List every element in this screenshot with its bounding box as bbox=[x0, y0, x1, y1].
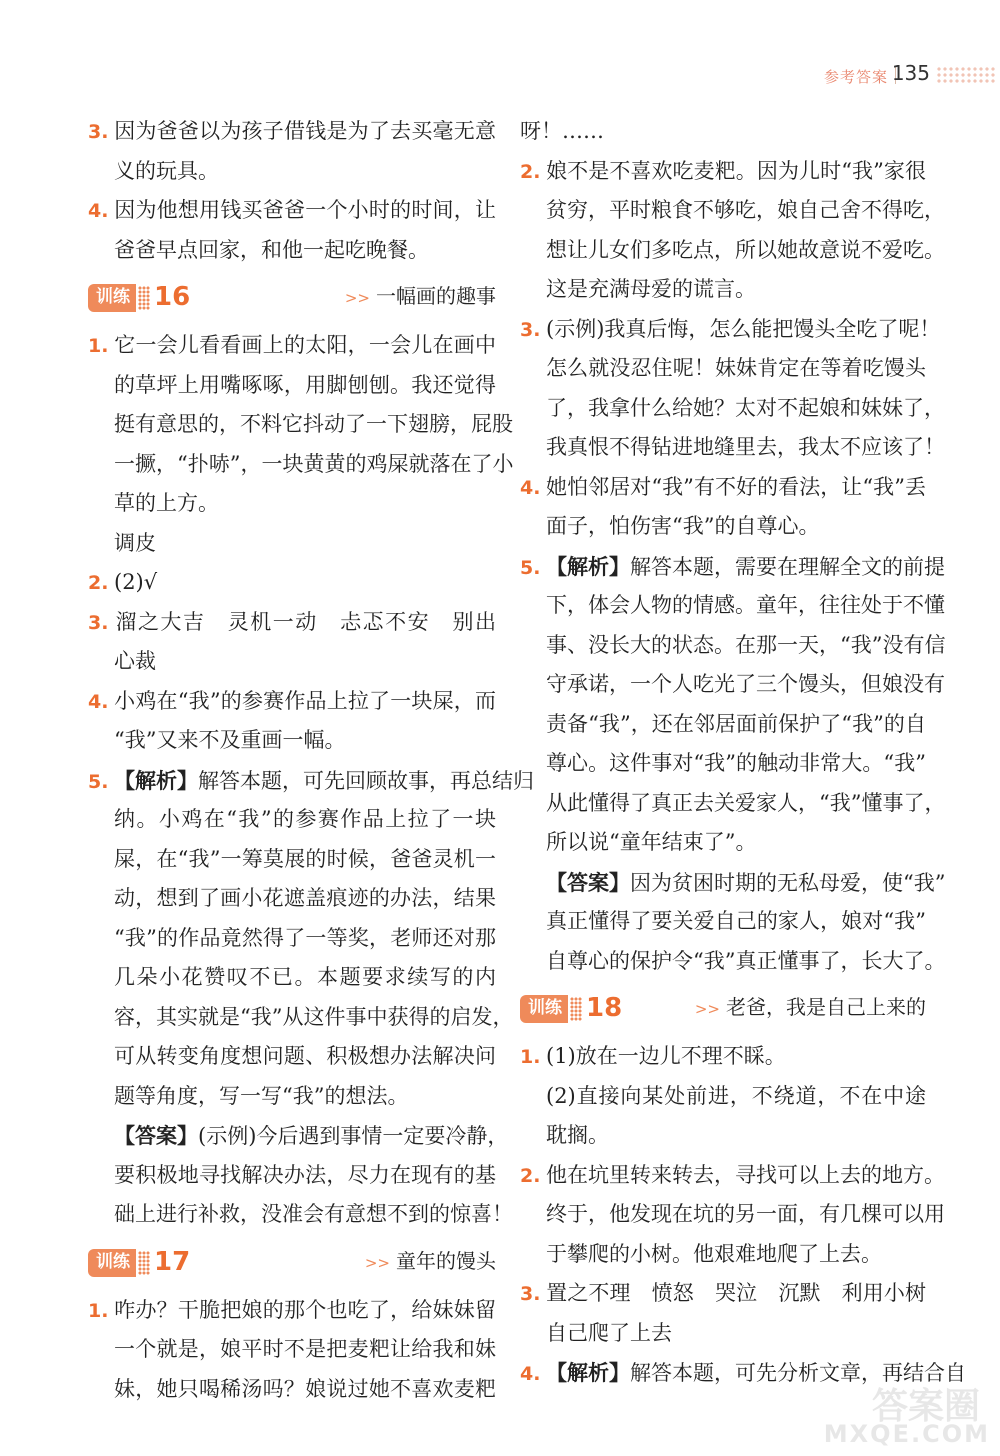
text-line bbox=[88, 231, 496, 271]
line-text: 所以说“童年结束了”。 bbox=[546, 830, 757, 854]
item-number: 2. bbox=[520, 160, 541, 183]
line-text: 面子，怕伤害“我”的自尊心。 bbox=[546, 514, 820, 538]
page-number: 135 bbox=[891, 61, 930, 85]
section-title-wrap bbox=[345, 277, 496, 319]
text-line bbox=[520, 191, 945, 231]
line-text: 因为贫困时期的无私母爱，使“我” bbox=[630, 870, 946, 895]
text-line bbox=[520, 152, 926, 192]
text-line bbox=[520, 1037, 926, 1077]
line-text: 真正懂得了要关爱自己的家人，娘对“我” bbox=[546, 909, 926, 933]
item-number: 3. bbox=[520, 1283, 541, 1305]
section-heading bbox=[88, 1239, 496, 1287]
text-line bbox=[88, 524, 496, 564]
text-line bbox=[88, 958, 496, 998]
text-line bbox=[520, 389, 945, 429]
section-heading bbox=[88, 274, 496, 322]
section-badge-label: 训练 bbox=[528, 998, 562, 1019]
line-text: 小鸡在“我”的参赛作品上拉了一块屎，而 bbox=[114, 688, 496, 713]
text-line bbox=[88, 1156, 496, 1196]
answer-tag: 【解析】 bbox=[114, 767, 198, 793]
item-number: 3. bbox=[88, 611, 109, 634]
section-number: 16 bbox=[154, 282, 191, 313]
text-line bbox=[88, 761, 534, 801]
arrows-icon: >> bbox=[364, 1253, 390, 1272]
line-text: 可从转变角度想问题、积极想办法解决问 bbox=[114, 1044, 496, 1068]
line-text: 他在坑里转来转去，寻找可以上去的地方。 bbox=[546, 1162, 945, 1187]
text-line bbox=[88, 603, 496, 643]
text-line bbox=[88, 840, 496, 880]
line-text: 守承诺，一个人吃光了三个馒头，但娘没有 bbox=[546, 672, 945, 696]
text-line bbox=[520, 1274, 926, 1314]
text-line bbox=[88, 484, 496, 524]
left-column bbox=[88, 112, 534, 1409]
text-line bbox=[520, 1077, 926, 1117]
line-text: 因为他想用钱买爸爸一个小时的时间，让 bbox=[114, 198, 496, 222]
line-text: 责备“我”，还在邻居面前保护了“我”的自 bbox=[546, 711, 926, 736]
text-line bbox=[520, 507, 926, 547]
line-text: 一个就是，娘平时不是把麦粑让给我和妹 bbox=[114, 1337, 496, 1361]
line-text: 础上进行补救，没准会有意想不到的惊喜！ bbox=[114, 1202, 513, 1226]
line-text: (示例)今后遇到事情一定要冷静， bbox=[198, 1124, 509, 1148]
item-number: 4. bbox=[520, 476, 541, 499]
line-text: 她怕邻居对“我”有不好的看法，让“我”丢 bbox=[546, 474, 926, 499]
line-text: 自己爬了上去 bbox=[546, 1320, 672, 1345]
line-text: 动，想到了画小花遮盖痕迹的办法，结果 bbox=[114, 886, 496, 910]
line-text: 要积极地寻找解决办法，尽力在现有的基 bbox=[114, 1162, 496, 1187]
section-title-wrap bbox=[365, 1242, 496, 1284]
line-text: 怎么就没忍住呢！妹妹肯定在等着吃馒头 bbox=[546, 356, 926, 380]
text-line bbox=[88, 1291, 496, 1331]
text-line bbox=[88, 1116, 509, 1156]
item-number: 5. bbox=[520, 556, 541, 579]
line-text: 于攀爬的小树。他艰难地爬了上去。 bbox=[546, 1241, 882, 1266]
section-dots-decoration bbox=[570, 997, 582, 1021]
text-line bbox=[88, 642, 496, 682]
item-number: 4. bbox=[88, 690, 109, 713]
text-line bbox=[88, 1195, 513, 1235]
text-line bbox=[88, 721, 496, 761]
section-badge bbox=[88, 284, 136, 312]
text-line bbox=[520, 310, 941, 350]
section-badge bbox=[88, 1249, 136, 1277]
section-dots-decoration bbox=[138, 1251, 150, 1275]
line-text: 一撅，“扑哧”，一块黄黄的鸡屎就落在了小 bbox=[114, 451, 514, 476]
text-line bbox=[520, 1235, 926, 1275]
line-text: “我”又来不及重画一幅。 bbox=[114, 728, 346, 752]
text-line bbox=[520, 744, 926, 784]
text-line bbox=[520, 468, 926, 508]
line-text: 妹，她只喝稀汤吗？娘说过她不喜欢麦粑 bbox=[114, 1376, 496, 1401]
line-text: 呀！…… bbox=[520, 119, 604, 143]
line-text: 几朵小花赞叹不已。本题要求续写的内 bbox=[114, 965, 496, 989]
line-text: 解答本题，可先分析文章，再结合自 bbox=[630, 1361, 966, 1385]
line-text: 纳。小鸡在“我”的参赛作品上拉了一块 bbox=[114, 807, 496, 831]
text-line bbox=[88, 800, 496, 840]
line-text: 解答本题，需要在理解全文的前提 bbox=[630, 554, 945, 579]
section-title-wrap bbox=[695, 988, 926, 1030]
item-number: 5. bbox=[88, 770, 109, 793]
text-line bbox=[520, 863, 946, 903]
item-number: 3. bbox=[88, 121, 109, 143]
text-line bbox=[88, 1037, 496, 1077]
header-dots-decoration bbox=[936, 66, 996, 84]
answer-tag: 【答案】 bbox=[546, 869, 630, 895]
line-text: 下，体会人物的情感。童年，往往处于不懂 bbox=[546, 593, 945, 617]
section-badge-label: 训练 bbox=[96, 287, 130, 308]
line-text: 义的玩具。 bbox=[114, 158, 219, 183]
line-text: 容，其实就是“我”从这件事中获得的启发， bbox=[114, 1004, 514, 1029]
text-line bbox=[520, 270, 926, 310]
section-title: 一幅画的趣事 bbox=[376, 284, 496, 309]
line-text: 调皮 bbox=[114, 530, 156, 555]
text-line bbox=[520, 231, 945, 271]
section-title: 老爸，我是自己上来的 bbox=[726, 995, 926, 1020]
text-line bbox=[88, 326, 496, 366]
item-number: 2. bbox=[88, 572, 109, 594]
line-text: (示例)我真后悔，怎么能把馒头全吃了呢！ bbox=[546, 316, 941, 341]
line-text: 溜之大吉 灵机一动 忐忑不安 别出 bbox=[114, 609, 496, 634]
text-line bbox=[88, 563, 496, 603]
line-text: 置之不理 愤怒 哭泣 沉默 利用小树 bbox=[546, 1281, 926, 1305]
line-text: 心裁 bbox=[114, 649, 156, 673]
text-line bbox=[520, 1156, 945, 1196]
watermark-logo: 答案圈 MXQE.COM bbox=[823, 1386, 990, 1448]
line-text: 题等角度，写一写“我”的想法。 bbox=[114, 1083, 409, 1108]
item-number: 4. bbox=[88, 200, 109, 222]
text-line bbox=[520, 626, 946, 666]
text-line bbox=[88, 919, 496, 959]
item-number: 3. bbox=[520, 318, 541, 341]
line-text: 自尊心的保护令“我”真正懂事了，长大了。 bbox=[546, 948, 946, 973]
text-line bbox=[520, 784, 946, 824]
item-number: 1. bbox=[88, 1299, 109, 1322]
line-text: 草的上方。 bbox=[114, 491, 219, 515]
line-text: 终于，他发现在坑的另一面，有几棵可以用 bbox=[546, 1202, 945, 1226]
text-line bbox=[88, 366, 496, 406]
section-number: 17 bbox=[154, 1246, 191, 1277]
line-text: 的草坪上用嘴啄啄，用脚刨刨。我还觉得 bbox=[114, 372, 496, 397]
line-text: 娘不是不喜欢吃麦粑。因为儿时“我”家很 bbox=[546, 158, 926, 183]
item-number: 1. bbox=[88, 335, 109, 357]
text-line bbox=[520, 428, 945, 468]
header-label: 参考答案 bbox=[823, 68, 888, 86]
text-line bbox=[520, 349, 926, 389]
line-text: 咋办？干脆把娘的那个也吃了，给妹妹留 bbox=[114, 1297, 496, 1322]
arrows-icon: >> bbox=[344, 289, 370, 308]
right-column bbox=[520, 112, 966, 1393]
line-text: (2)直接向某处前进，不绕道，不在中途 bbox=[546, 1083, 926, 1108]
section-number: 18 bbox=[586, 993, 623, 1024]
text-line bbox=[88, 998, 514, 1038]
text-line bbox=[88, 405, 513, 445]
text-line bbox=[520, 665, 945, 705]
page-header bbox=[780, 60, 1000, 92]
text-line bbox=[520, 586, 945, 626]
line-text: 想让儿女们多吃点，所以她故意说不爱吃。 bbox=[546, 237, 945, 262]
line-text: 了，我拿什么给她？太对不起娘和妹妹了， bbox=[546, 395, 945, 420]
line-text: 事、没长大的状态。在那一天，“我”没有信 bbox=[546, 632, 946, 657]
text-line bbox=[88, 879, 496, 919]
line-text: 尊心。这件事对“我”的触动非常大。“我” bbox=[546, 751, 926, 775]
line-text: (2)√ bbox=[114, 570, 158, 594]
text-line bbox=[520, 902, 926, 942]
section-title: 童年的馒头 bbox=[396, 1248, 496, 1273]
answer-tag: 【解析】 bbox=[546, 553, 630, 579]
text-line bbox=[88, 682, 496, 722]
item-number: 2. bbox=[520, 1164, 541, 1187]
item-number: 4. bbox=[520, 1363, 541, 1385]
text-line bbox=[88, 1330, 496, 1370]
section-heading bbox=[520, 985, 926, 1033]
text-line bbox=[520, 112, 926, 152]
text-line bbox=[520, 942, 946, 982]
text-line bbox=[520, 705, 926, 745]
text-line bbox=[520, 547, 945, 587]
text-line bbox=[88, 112, 496, 152]
line-text: 它一会儿看看画上的太阳，一会儿在画中 bbox=[114, 333, 496, 357]
item-number: 1. bbox=[520, 1046, 541, 1068]
text-line bbox=[520, 1314, 926, 1354]
line-text: 耽搁。 bbox=[546, 1123, 609, 1147]
text-line bbox=[88, 191, 496, 231]
section-dots-decoration bbox=[138, 286, 150, 310]
text-line bbox=[88, 1077, 496, 1117]
line-text: 贫穷，平时粮食不够吃，娘自己舍不得吃， bbox=[546, 198, 945, 222]
text-line bbox=[520, 1195, 945, 1235]
line-text: 解答本题，可先回顾故事，再总结归 bbox=[198, 768, 534, 793]
answer-tag: 【答案】 bbox=[114, 1123, 198, 1148]
text-line bbox=[88, 152, 496, 192]
section-badge bbox=[520, 995, 568, 1023]
line-text: 挺有意思的，不料它抖动了一下翅膀，屁股 bbox=[114, 412, 513, 436]
line-text: 这是充满母爱的谎言。 bbox=[546, 277, 756, 301]
line-text: 从此懂得了真正去关爱家人，“我”懂事了， bbox=[546, 790, 946, 815]
line-text: 爸爸早点回家，和他一起吃晚餐。 bbox=[114, 237, 429, 262]
line-text: (1)放在一边儿不理不睬。 bbox=[546, 1044, 786, 1068]
text-line bbox=[88, 445, 514, 485]
answer-tag: 【解析】 bbox=[546, 1360, 630, 1385]
arrows-icon: >> bbox=[694, 1000, 720, 1019]
section-badge-label: 训练 bbox=[96, 1251, 130, 1272]
line-text: 屎，在“我”一筹莫展的时候，爸爸灵机一 bbox=[114, 846, 496, 871]
text-line bbox=[520, 823, 926, 863]
line-text: “我”的作品竟然得了一等奖，老师还对那 bbox=[114, 925, 496, 950]
line-text: 因为爸爸以为孩子借钱是为了去买毫无意 bbox=[114, 119, 496, 143]
text-line bbox=[88, 1370, 496, 1410]
text-line bbox=[520, 1116, 926, 1156]
line-text: 我真恨不得钻进地缝里去，我太不应该了！ bbox=[546, 435, 945, 459]
